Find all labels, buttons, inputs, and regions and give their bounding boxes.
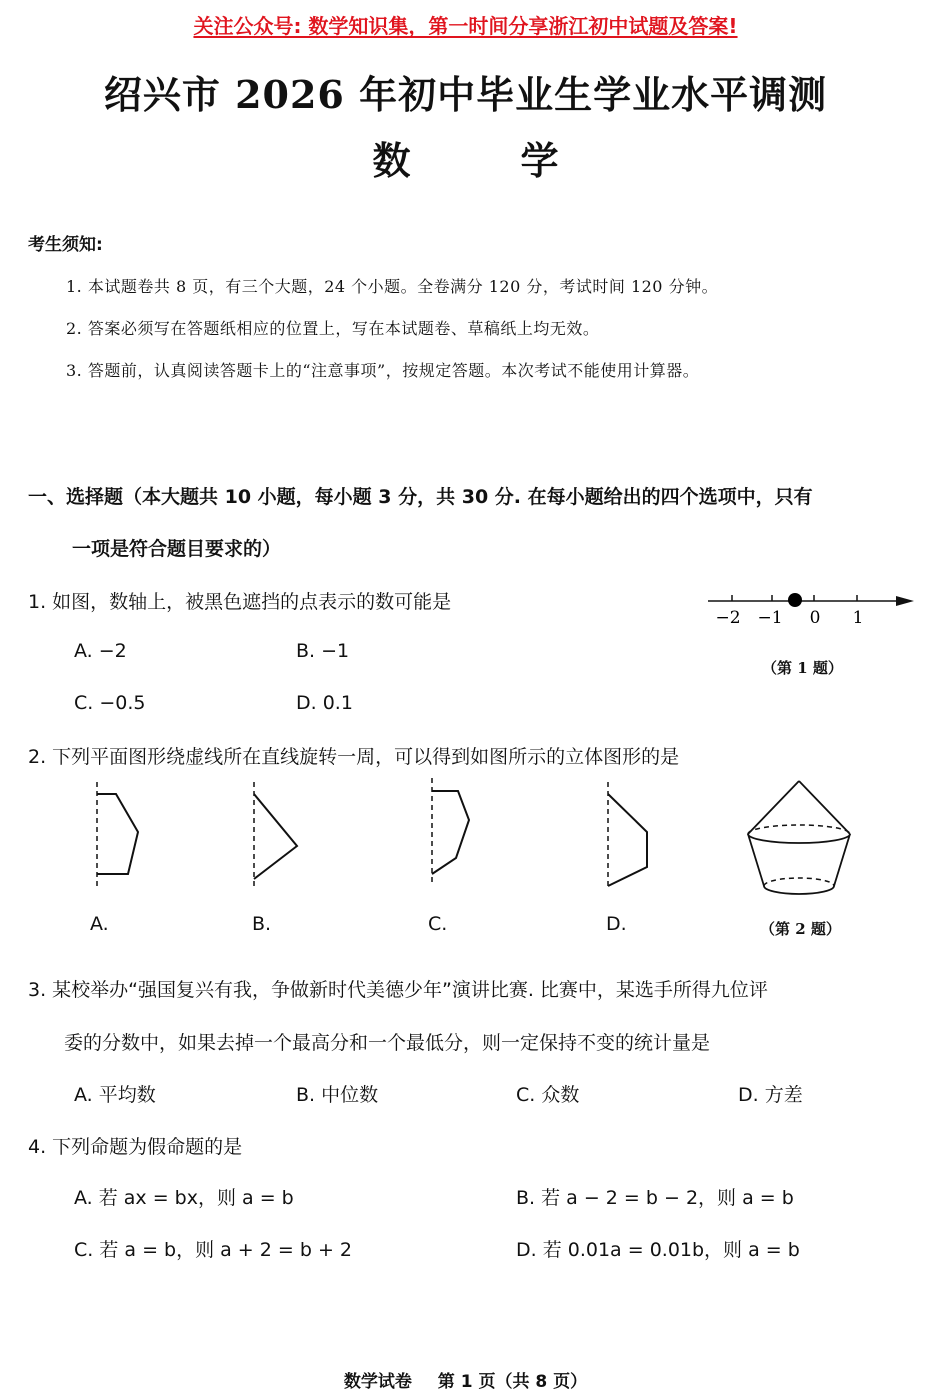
solid-figure	[736, 776, 866, 906]
q4-option-c: C. 若 a = b，则 a + 2 = b + 2	[74, 1239, 353, 1261]
shape-d	[594, 780, 674, 890]
figure-1-caption: （第 1 题）	[762, 659, 843, 677]
q3-option-a: A. 平均数	[74, 1084, 156, 1106]
tick-label: 1	[852, 608, 864, 628]
page-footer	[0, 1367, 931, 1392]
q1-option-b: B. −1	[296, 640, 350, 662]
q4-option-d: D. 若 0.01a = 0.01b，则 a = b	[516, 1239, 800, 1261]
question-3-stem-cont: 委的分数中，如果去掉一个最高分和一个最低分，则一定保持不变的统计量是	[64, 1032, 711, 1054]
shape-a	[80, 780, 160, 890]
notice-item: 1. 本试题卷共 8 页，有三个大题，24 个小题。全卷满分 120 分，考试时间 120 分钟。	[66, 277, 719, 296]
subject-title: 数学	[372, 138, 669, 183]
tick-label: 0	[809, 608, 821, 628]
q2-label-a: A.	[90, 913, 109, 935]
footer-page-number: 第 1 页（共 8 页）	[437, 1372, 588, 1392]
shape-b	[240, 780, 320, 890]
section-heading: 一、选择题（本大题共 10 小题，每小题 3 分，共 30 分. 在每小题给出的四个选项中，只有	[28, 486, 813, 508]
shape-c	[416, 776, 496, 886]
q1-option-a: A. −2	[74, 640, 127, 662]
q3-option-b: B. 中位数	[296, 1084, 379, 1106]
hidden-point	[788, 593, 802, 607]
notice-item: 3. 答题前，认真阅读答题卡上的“注意事项”，按规定答题。本次考试不能使用计算器。	[66, 361, 700, 380]
question-2-stem: 2. 下列平面图形绕虚线所在直线旋转一周，可以得到如图所示的立体图形的是	[28, 746, 680, 768]
q1-option-c: C. −0.5	[74, 692, 146, 714]
section-heading-cont: 一项是符合题目要求的）	[72, 538, 282, 560]
q1-option-d: D. 0.1	[296, 692, 353, 714]
number-line-figure	[700, 585, 922, 635]
q2-label-d: D.	[606, 913, 627, 935]
question-3-stem: 3. 某校举办“强国复兴有我，争做新时代美德少年”演讲比赛. 比赛中，某选手所得九位评	[28, 979, 768, 1001]
q2-label-c: C.	[428, 913, 448, 935]
tick-label: −1	[757, 608, 783, 628]
tick-label: −2	[715, 608, 741, 628]
q4-option-b: B. 若 a − 2 = b − 2，则 a = b	[516, 1187, 794, 1209]
q3-option-d: D. 方差	[738, 1084, 803, 1106]
question-1-stem: 1. 如图，数轴上，被黑色遮挡的点表示的数可能是	[28, 591, 452, 613]
figure-2-caption: （第 2 题）	[760, 920, 841, 938]
exam-title: 绍兴市 2026 年初中毕业生学业水平调测	[103, 72, 828, 117]
arrow-right-icon	[896, 596, 914, 606]
q3-option-c: C. 众数	[516, 1084, 580, 1106]
notice-heading: 考生须知:	[28, 235, 103, 255]
notice-item: 2. 答案必须写在答题纸相应的位置上，写在本试题卷、草稿纸上均无效。	[66, 319, 600, 338]
promo-banner: 关注公众号: 数学知识集，第一时间分享浙江初中试题及答案!	[193, 14, 738, 38]
question-4-stem: 4. 下列命题为假命题的是	[28, 1136, 243, 1158]
footer-subject: 数学试卷	[343, 1372, 412, 1392]
q4-option-a: A. 若 ax = bx，则 a = b	[74, 1187, 294, 1209]
q2-label-b: B.	[252, 913, 272, 935]
